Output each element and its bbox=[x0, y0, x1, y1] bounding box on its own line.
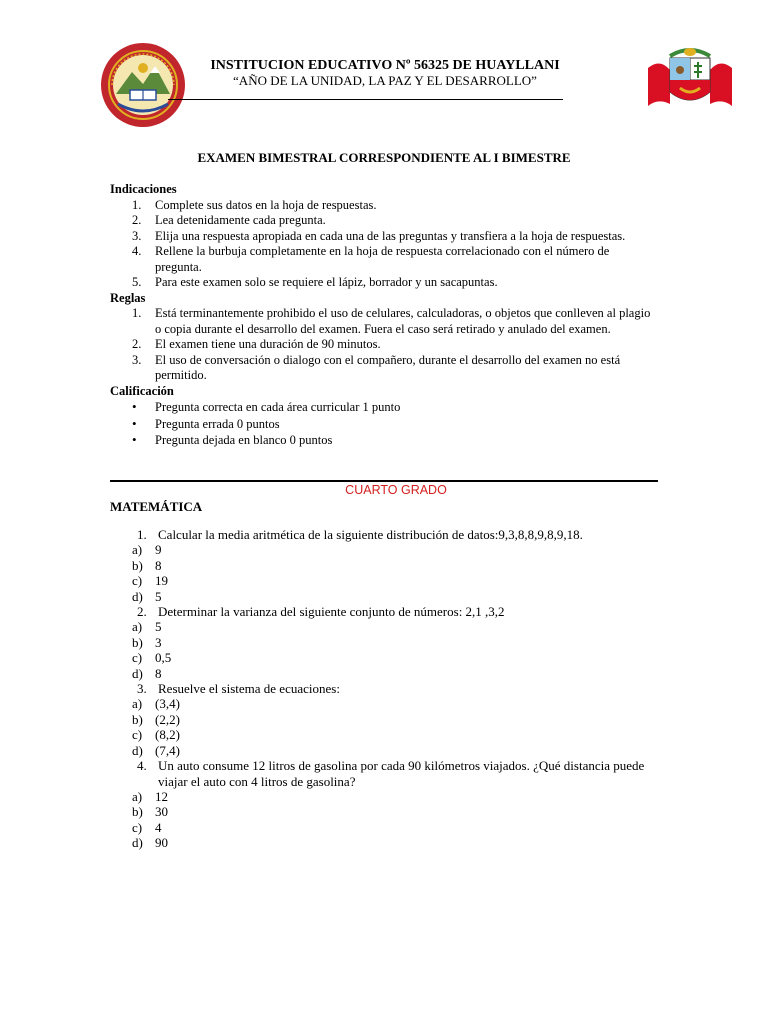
answer-option bbox=[110, 696, 670, 711]
list-item bbox=[110, 353, 658, 384]
option-value: 4 bbox=[155, 819, 162, 835]
answer-option bbox=[110, 712, 670, 727]
list-item bbox=[110, 198, 658, 214]
item-number: 5. bbox=[132, 275, 142, 289]
question-text: Determinar la varianza del siguiente conjunto de números: 2,1 ,3,2 bbox=[158, 604, 505, 620]
option-value: 12 bbox=[155, 788, 168, 804]
header-divider bbox=[168, 99, 563, 100]
item-text: Complete sus datos en la hoja de respuestas. bbox=[155, 197, 377, 212]
option-value: (2,2) bbox=[155, 711, 180, 727]
option-letter: d) bbox=[132, 742, 143, 758]
item-text: El uso de conversación o dialogo con el compañero, durante el desarrollo del examen no está permitido. bbox=[155, 352, 621, 382]
list-item bbox=[110, 306, 658, 337]
institution-motto: “AÑO DE LA UNIDAD, LA PAZ Y EL DESARROLLO” bbox=[233, 73, 537, 88]
answer-option bbox=[110, 666, 670, 681]
item-text: Pregunta dejada en blanco 0 puntos bbox=[155, 433, 333, 447]
question bbox=[110, 681, 670, 696]
option-value: (7,4) bbox=[155, 742, 180, 758]
option-letter: c) bbox=[132, 819, 143, 835]
list-item bbox=[110, 399, 658, 416]
subject-heading: MATEMÁTICA bbox=[110, 499, 203, 514]
option-value: 5 bbox=[155, 619, 162, 635]
answer-option bbox=[110, 804, 670, 819]
option-letter: b) bbox=[132, 557, 143, 573]
bullet-icon: • bbox=[132, 432, 137, 447]
exam-title: EXAMEN BIMESTRAL CORRESPONDIENTE AL I BIMESTRE bbox=[197, 150, 571, 165]
option-letter: d) bbox=[132, 588, 143, 604]
question-text: Calcular la media aritmética de la siguiente distribución de datos:9,3,8,8,9,8,9,18. bbox=[158, 527, 583, 542]
question bbox=[110, 758, 670, 789]
indicaciones-list bbox=[110, 198, 658, 291]
item-text: Lea detenidamente cada pregunta. bbox=[155, 213, 326, 227]
option-value: 9 bbox=[155, 542, 162, 558]
item-text: Pregunta errada 0 puntos bbox=[155, 416, 280, 431]
list-item bbox=[110, 432, 658, 449]
bullet-icon: • bbox=[132, 399, 137, 414]
school-crest-logo bbox=[100, 42, 186, 128]
indicaciones-heading: Indicaciones bbox=[110, 182, 177, 196]
section-divider bbox=[110, 480, 658, 482]
question bbox=[110, 604, 670, 619]
option-letter: c) bbox=[132, 650, 143, 666]
option-value: 5 bbox=[155, 588, 162, 604]
answer-option bbox=[110, 650, 670, 665]
question-number: 3. bbox=[137, 681, 147, 697]
answer-option bbox=[110, 635, 670, 650]
list-item bbox=[110, 275, 658, 291]
option-value: 8 bbox=[155, 665, 162, 681]
option-value: (3,4) bbox=[155, 696, 180, 712]
option-value: 8 bbox=[155, 557, 162, 573]
questions-section bbox=[110, 527, 670, 851]
list-item bbox=[110, 229, 658, 245]
option-letter: b) bbox=[132, 804, 143, 820]
answer-option bbox=[110, 727, 670, 742]
list-item bbox=[110, 337, 658, 353]
option-letter: c) bbox=[132, 727, 143, 743]
list-item bbox=[110, 244, 658, 275]
item-number: 2. bbox=[132, 213, 142, 227]
option-letter: b) bbox=[132, 634, 143, 650]
question bbox=[110, 527, 670, 542]
item-number: 4. bbox=[132, 244, 142, 258]
option-value: 3 bbox=[155, 634, 162, 650]
option-value: 90 bbox=[155, 835, 168, 851]
item-text: Rellene la burbuja completamente en la hoja de respuesta correlacionado con el número de pregunta. bbox=[155, 244, 610, 274]
answer-option bbox=[110, 558, 670, 573]
answer-option bbox=[110, 573, 670, 588]
calificacion-list bbox=[110, 399, 658, 449]
option-value: (8,2) bbox=[155, 727, 180, 743]
item-number: 2. bbox=[132, 337, 142, 351]
item-number: 3. bbox=[132, 352, 142, 367]
option-letter: a) bbox=[132, 542, 143, 558]
option-letter: d) bbox=[132, 665, 143, 681]
answer-option bbox=[110, 619, 670, 634]
instructions-section bbox=[110, 182, 658, 449]
grade-label: CUARTO GRADO bbox=[345, 483, 447, 497]
answer-option bbox=[110, 542, 670, 557]
reglas-heading: Reglas bbox=[110, 290, 146, 305]
item-number: 3. bbox=[132, 228, 142, 243]
question-text: Un auto consume 12 litros de gasolina por cada 90 kilómetros viajados. ¿Qué distancia puede viajar el auto con 4 litros de gasolina? bbox=[158, 758, 645, 789]
item-text: Pregunta correcta en cada área curricular 1 punto bbox=[155, 400, 401, 414]
list-item bbox=[110, 213, 658, 229]
item-text: Está terminantemente prohibido el uso de celulares, calculadoras, o objetos que conlleven al plagio o copia durante el desarrollo del examen. Fuera el caso será retirado y anulado del examen. bbox=[155, 306, 651, 336]
option-letter: b) bbox=[132, 711, 143, 727]
peru-coat-of-arms-logo bbox=[640, 40, 740, 120]
item-text: Para este examen solo se requiere el lápiz, borrador y un sacapuntas. bbox=[155, 275, 498, 289]
answer-option bbox=[110, 820, 670, 835]
answer-option bbox=[110, 789, 670, 804]
item-text: El examen tiene una duración de 90 minutos. bbox=[155, 337, 381, 351]
option-letter: a) bbox=[132, 696, 143, 712]
reglas-list bbox=[110, 306, 658, 384]
item-number: 1. bbox=[132, 197, 142, 212]
option-letter: a) bbox=[132, 788, 143, 804]
option-value: 0,5 bbox=[155, 650, 172, 666]
answer-option bbox=[110, 835, 670, 850]
calificacion-heading: Calificación bbox=[110, 383, 174, 398]
item-text: Elija una respuesta apropiada en cada una de las preguntas y transfiera a la hoja de respuestas. bbox=[155, 228, 626, 243]
option-value: 30 bbox=[155, 804, 168, 820]
option-letter: d) bbox=[132, 835, 143, 851]
answer-option bbox=[110, 589, 670, 604]
answer-option bbox=[110, 743, 670, 758]
item-number: 1. bbox=[132, 306, 142, 320]
institution-name: INSTITUCION EDUCATIVO Nº 56325 DE HUAYLLANI bbox=[210, 58, 560, 73]
list-item bbox=[110, 416, 658, 433]
question-number: 2. bbox=[137, 604, 147, 620]
bullet-icon: • bbox=[132, 415, 137, 431]
option-letter: a) bbox=[132, 619, 143, 635]
question-number: 1. bbox=[137, 527, 147, 542]
question-number: 4. bbox=[137, 758, 147, 774]
question-text: Resuelve el sistema de ecuaciones: bbox=[158, 681, 340, 697]
option-value: 19 bbox=[155, 573, 168, 589]
option-letter: c) bbox=[132, 573, 143, 589]
